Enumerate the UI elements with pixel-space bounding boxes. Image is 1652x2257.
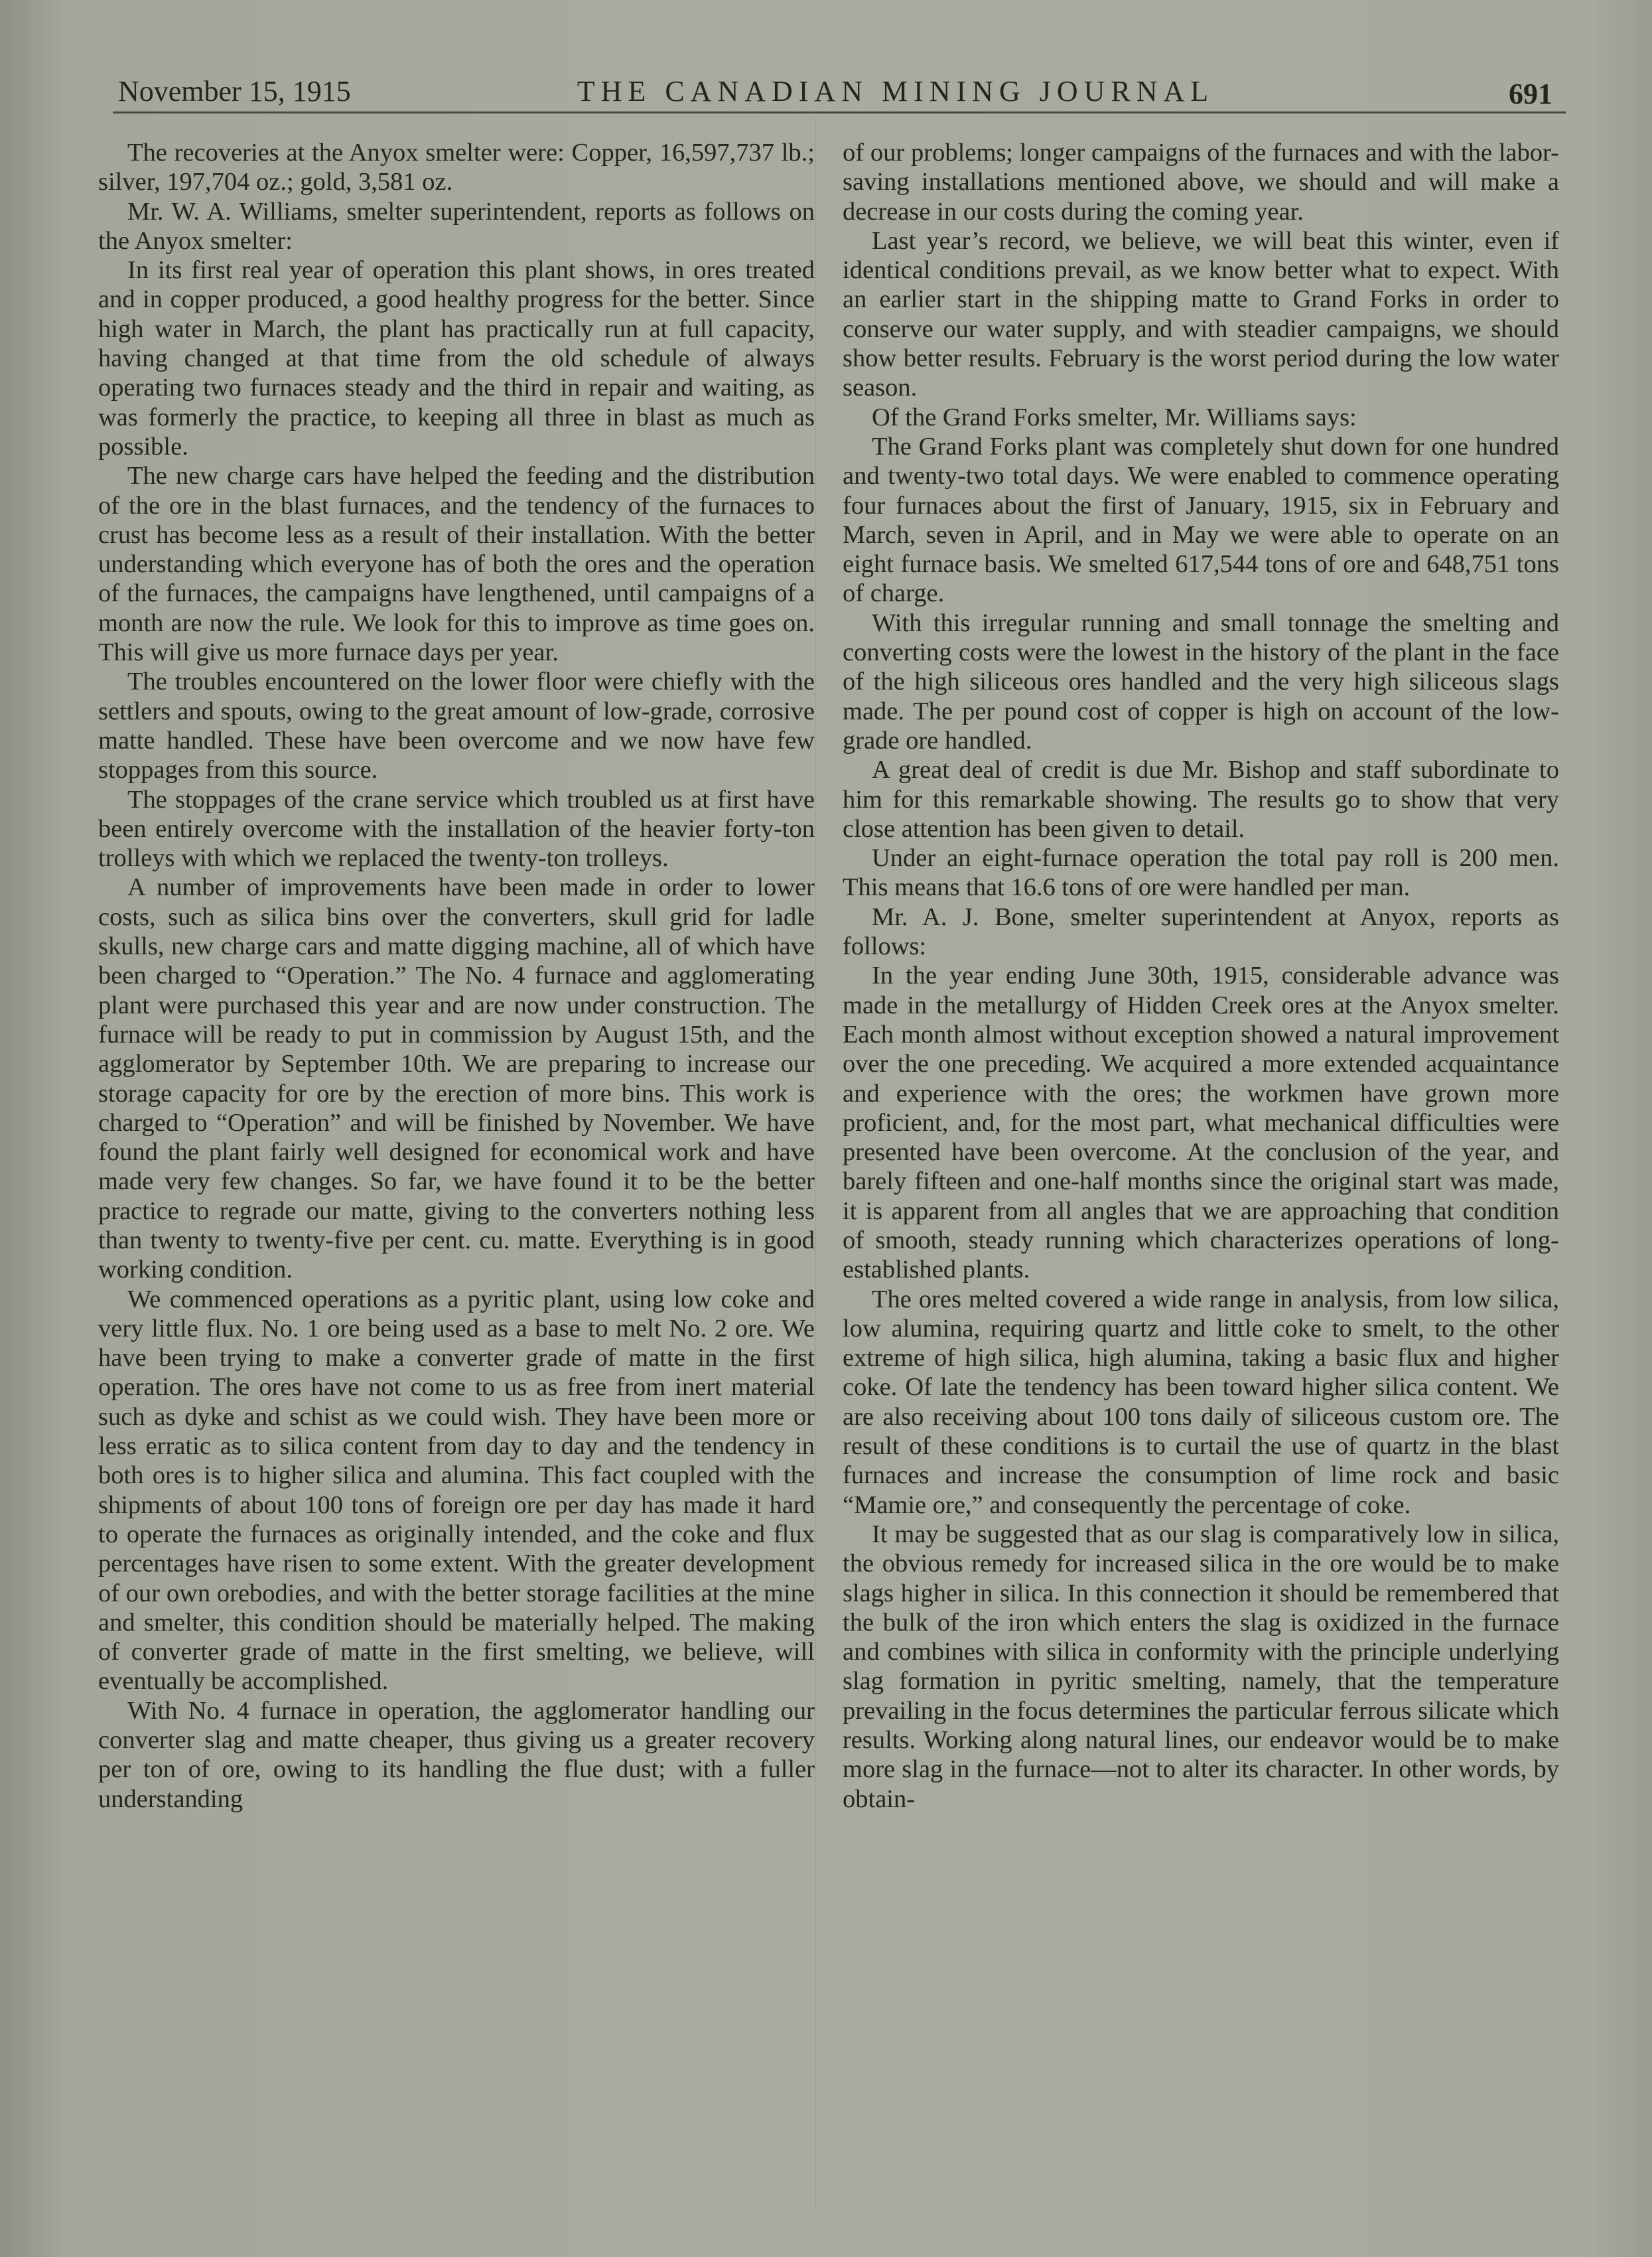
paragraph: With No. 4 furnace in operation, the agglomerator handling our converter slag and matte cheaper, thus giving us a greater recovery per ton of ore, owing to its handling the flue dust; with a fuller understanding [98,1696,815,1813]
paragraph-continued: of our problems; longer campaigns of the furnaces and with the labor-saving installations mentioned above, we should and will make a decrease in our costs during the coming year. [843,139,1559,226]
issue-date: November 15, 1915 [118,75,351,108]
paragraph: The Grand Forks plant was completely shut down for one hundred and twenty-two total days. We were enabled to commence operating four furnaces about the first of January, 1915, six in February and March, seven in April, and in May we were able to operate on an eight furnace basis. We smelted 617,544 tons of ore and 648,751 tons of charge. [843,432,1559,608]
paragraph: The new charge cars have helped the feeding and the distribution of the ore in the blast furnaces, and the tendency of the furnaces to crust has become less as a result of their installation. With the better understanding which everyone has of both the ores and the operation of the furnaces, the campaigns have lengthened, until campaigns of a month are now the rule. We look for this to improve as time goes on. This will give us more furnace days per year. [98,462,815,667]
running-header [113,72,1566,111]
paragraph: With this irregular running and small tonnage the smelting and converting costs were the lowest in the history of the plant in the face of the high siliceous ores handled and the very high siliceous slags made. The per pound cost of copper is high on account of the low-grade ore handled. [843,609,1559,755]
page-number: 691 [1509,78,1552,110]
paragraph: The ores melted covered a wide range in analysis, from low silica, low alumina, requiring quartz and little coke to smelt, to the other extreme of high silica, high alumina, taking a basic flux and higher coke. Of late the tendency has been toward higher silica content. We are also receiving about 100 tons daily of siliceous custom ore. The result of these conditions is to curtail the use of quartz in the blast furnaces and increase the consumption of lime rock and basic “Mamie ore,” and consequently the percentage of coke. [843,1285,1559,1519]
paragraph: In its first real year of operation this plant shows, in ores treated and in copper produced, a good healthy progress for the better. Since high water in March, the plant has practically run at full capacity, having changed at that time from the old schedule of always operating two furnaces steady and the third in repair and waiting, as was formerly the practice, to keeping all three in blast as much as possible. [98,256,815,461]
paragraph: Of the Grand Forks smelter, Mr. Williams says: [872,403,1357,431]
paragraph: In the year ending June 30th, 1915, considerable advance was made in the metallurgy of Hidden Creek ores at the Anyox smelter. Each month almost without exception showed a natural improvement over the one preceding. We acquired a more extended acquaintance and experience with the ores; the workmen have grown more proficient, and, for the most part, what mechanical difficulties were presented have been overcome. At the conclusion of the year, and barely fifteen and one-half months since the original start was made, it is apparent from all angles that we are approaching that condition of smooth, steady running which characterizes operations of long-established plants. [843,962,1559,1284]
paragraph: Last year’s record, we believe, we will beat this winter, even if identical conditions prevail, as we know better what to expect. With an earlier start in the shipping matte to Grand Forks in order to conserve our water supply, and with steadier campaigns, we should show better results. February is the worst period during the low water season. [843,226,1559,402]
paragraph: Mr. A. J. Bone, smelter superintendent at Anyox, reports as follows: [843,903,1559,961]
left-column [98,138,815,2182]
header-rule [113,111,1566,113]
paragraph: A great deal of credit is due Mr. Bishop and staff subordinate to him for this remarkable showing. The results go to show that very close attention has been given to detail. [843,756,1559,843]
paragraph: The troubles encountered on the lower floor were chiefly with the settlers and spouts, owing to the great amount of low-grade, corrosive matte handled. These have been overcome and we now have few stoppages from this source. [98,668,815,784]
right-column [843,138,1559,2182]
journal-title: THE CANADIAN MINING JOURNAL [577,75,1215,108]
paragraph: A number of improvements have been made in order to lower costs, such as silica bins over the converters, skull grid for ladle skulls, new charge cars and matte digging machine, all of which have been charged to “Operation.” The No. 4 furnace and agglomerating plant were purchased this year and are now under construction. The furnace will be ready to put in commission by August 15th, and the agglomerator by September 10th. We are preparing to increase our storage capacity for ore by the erection of more bins. This work is charged to “Operation” and will be finished by November. We have found the plant fairly well designed for economical work and have made very few changes. So far, we have found it to be the better practice to regrade our matte, giving to the converters nothing less than twenty to twenty-five per cent. cu. matte. Everything is in good working condition. [98,873,815,1284]
paragraph: The recoveries at the Anyox smelter were: Copper, 16,597,737 lb.; silver, 197,704 oz.; gold, 3,581 oz. [98,139,815,196]
column-gutter [815,119,816,2210]
paragraph: Under an eight-furnace operation the total pay roll is 200 men. This means that 16.6 tons of ore were handled per man. [843,844,1559,902]
paragraph: The stoppages of the crane service which troubled us at first have been entirely overcome with the installation of the heavier forty-ton trolleys with which we replaced the twenty-ton trolleys. [98,785,815,873]
paragraph: We commenced operations as a pyritic plant, using low coke and very little flux. No. 1 ore being used as a base to melt No. 2 ore. We have been trying to make a converter grade of matte in the first operation. The ores have not come to us as free from inert material such as dyke and schist as we could wish. They have been more or less erratic as to silica content from day to day and the tendency in both ores is to higher silica and alumina. This fact coupled with the shipments of about 100 tons of foreign ore per day has made it hard to operate the furnaces as originally intended, and the coke and flux percentages have risen to some extent. With the greater development of our own orebodies, and with the better storage facilities at the mine and smelter, this condition should be materially helped. The making of converter grade of matte in the first smelting, we believe, will eventually be accomplished. [98,1285,815,1696]
paragraph: It may be suggested that as our slag is comparatively low in silica, the obvious remedy for increased silica in the ore would be to make slags higher in silica. In this connection it should be remembered that the bulk of the iron which enters the slag is oxidized in the furnace and combines with silica in conformity with the principle underlying slag formation in pyritic smelting, namely, that the temperature prevailing in the focus determines the particular ferrous silicate which results. Working along natural lines, our endeavor would be to make more slag in the furnace—not to alter its character. In other words, by obtain- [843,1520,1559,1813]
paragraph: Mr. W. A. Williams, smelter superintendent, reports as follows on the Anyox smelter: [98,197,815,255]
